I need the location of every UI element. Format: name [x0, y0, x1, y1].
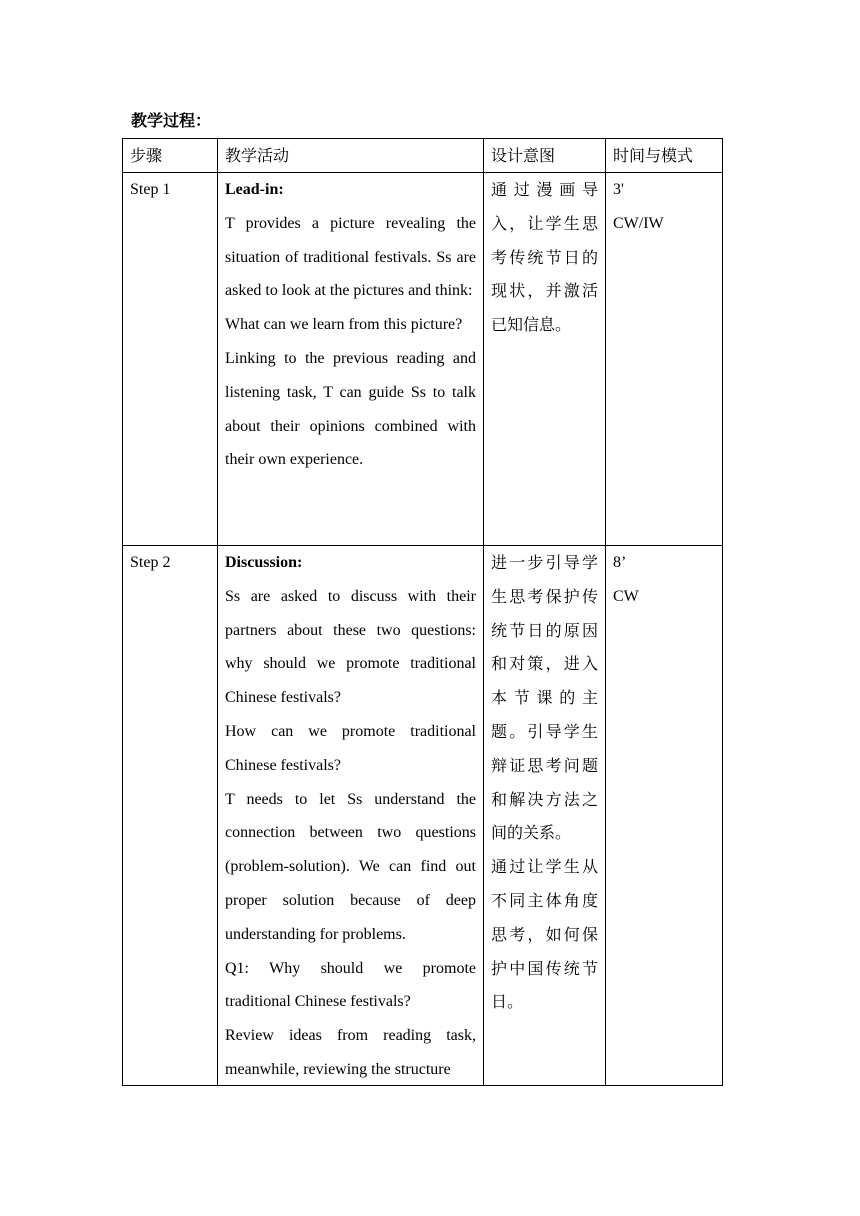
intent-cell	[484, 173, 606, 546]
activity-paragraph: T provides a picture revealing the situation of traditional festivals. Ss are asked to look at the pictures and think:	[225, 214, 476, 300]
activity-cell	[218, 546, 484, 1086]
intent-paragraph: 通过漫画导入，让学生思考传统节日的现状，并激活已知信息。	[491, 180, 598, 335]
time-mode-cell	[606, 546, 723, 1086]
activity-paragraph: T needs to let Ss understand the connection between two questions (problem-solution). We can find out proper solution because of deep understanding for problems.	[225, 790, 476, 943]
header-activity: 教学活动	[218, 139, 484, 173]
activity-cell	[218, 173, 484, 546]
intent-paragraph: 通过让学生从不同主体角度思考，如何保护中国传统节日。	[491, 857, 598, 1012]
time-mode-cell	[606, 173, 723, 546]
mode-value: CW/IW	[613, 214, 664, 232]
table-row	[123, 173, 723, 546]
intent-cell	[484, 546, 606, 1086]
header-time-mode: 时间与模式	[606, 139, 723, 173]
time-value: 3'	[613, 181, 624, 198]
section-heading: 教学过程：	[131, 111, 212, 130]
header-intent: 设计意图	[484, 139, 606, 173]
table-header-row	[123, 139, 723, 173]
mode-value: CW	[613, 587, 639, 605]
step-cell: Step 2	[123, 546, 218, 1086]
activity-title: Discussion:	[225, 554, 303, 571]
time-value: 8’	[613, 554, 627, 571]
activity-paragraph: How can we promote traditional Chinese festivals?	[225, 722, 476, 774]
activity-paragraph: Q1: Why should we promote traditional Chinese festivals?	[225, 959, 476, 1011]
intent-paragraph: 进一步引导学生思考保护传统节日的原因和对策，进入本节课的主题。引导学生辩证思考问题和解决方法之间的关系。	[491, 553, 598, 843]
step-cell: Step 1	[123, 173, 218, 546]
table-row	[123, 546, 723, 1086]
activity-paragraph: Review ideas from reading task, meanwhile, reviewing the structure	[225, 1027, 476, 1078]
teaching-process-table	[122, 138, 723, 1086]
activity-paragraph: What can we learn from this picture?	[225, 316, 463, 334]
activity-paragraph: Linking to the previous reading and listening task, T can guide Ss to talk about their opinions combined with their own experience.	[225, 349, 476, 469]
activity-title: Lead-in:	[225, 181, 284, 198]
activity-paragraph: Ss are asked to discuss with their partners about these two questions: why should we promote traditional Chinese festivals?	[225, 587, 476, 707]
header-step: 步骤	[123, 139, 218, 173]
